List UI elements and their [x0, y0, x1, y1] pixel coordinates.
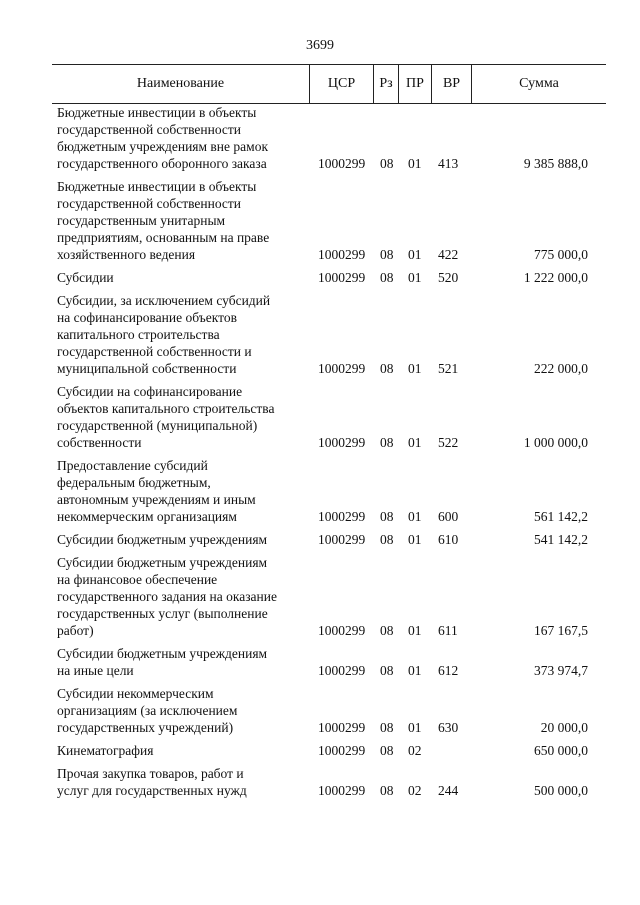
row-csr: 1000299 — [318, 270, 366, 285]
row-name: Субсидии бюджетным учреждениям на финансовое обеспечение государственного задания на оказание государственных услуг (выполнение работ) — [57, 555, 277, 638]
header-rz: Рз — [373, 65, 398, 103]
table-row — [52, 457, 606, 525]
row-csr: 1000299 — [318, 720, 366, 735]
row-sum: 561 142,2 — [534, 509, 588, 524]
table-body — [52, 104, 606, 805]
table-row — [52, 104, 606, 172]
table-row — [52, 178, 606, 263]
row-sum: 541 142,2 — [534, 532, 588, 547]
table-row — [52, 531, 606, 548]
row-rz: 08 — [380, 743, 394, 758]
row-csr: 1000299 — [318, 361, 366, 376]
row-name: Субсидии, за исключением субсидий на софинансирование объектов капитального строительства государственной собственности и муниципальной собственности — [57, 293, 271, 376]
row-rz: 08 — [380, 361, 394, 376]
row-vr: 521 — [438, 361, 459, 376]
table-row — [52, 383, 606, 451]
header-csr: ЦСР — [309, 65, 373, 103]
row-vr: 422 — [438, 247, 459, 262]
row-rz: 08 — [380, 156, 394, 171]
row-pr: 01 — [408, 361, 422, 376]
row-rz: 08 — [380, 532, 394, 547]
row-sum: 9 385 888,0 — [523, 156, 588, 171]
row-csr: 1000299 — [318, 743, 366, 758]
row-csr: 1000299 — [318, 435, 366, 450]
row-pr: 01 — [408, 435, 422, 450]
row-pr: 01 — [408, 663, 422, 678]
row-sum: 1 222 000,0 — [523, 270, 588, 285]
table-row — [52, 765, 606, 799]
row-rz: 08 — [380, 720, 394, 735]
row-sum: 222 000,0 — [534, 361, 588, 376]
row-vr: 612 — [438, 663, 459, 678]
row-csr: 1000299 — [318, 623, 366, 638]
row-rz: 08 — [380, 270, 394, 285]
row-name: Субсидии на софинансирование объектов капитального строительства государственной (муниципальной) собственности — [57, 384, 275, 450]
header-sum: Сумма — [471, 65, 606, 103]
row-sum: 650 000,0 — [534, 743, 588, 758]
row-csr: 1000299 — [318, 783, 366, 798]
table-row — [52, 685, 606, 736]
row-sum: 500 000,0 — [534, 783, 588, 798]
row-sum: 1 000 000,0 — [523, 435, 588, 450]
row-name: Предоставление субсидий федеральным бюджетным, автономным учреждениям и иным некоммерческим организациям — [57, 458, 256, 524]
row-rz: 08 — [380, 783, 394, 798]
table-row — [52, 292, 606, 377]
row-pr: 01 — [408, 247, 422, 262]
row-sum: 20 000,0 — [540, 720, 588, 735]
row-vr: 600 — [438, 509, 459, 524]
row-pr: 02 — [408, 783, 422, 798]
row-csr: 1000299 — [318, 509, 366, 524]
row-name: Прочая закупка товаров, работ и услуг для государственных нужд — [57, 766, 247, 798]
row-rz: 08 — [380, 435, 394, 450]
row-csr: 1000299 — [318, 663, 366, 678]
row-vr: 520 — [438, 270, 459, 285]
row-vr: 413 — [438, 156, 459, 171]
header-pr: ПР — [398, 65, 431, 103]
row-vr: 522 — [438, 435, 459, 450]
table-header — [52, 64, 606, 104]
row-name: Кинематография — [57, 743, 154, 758]
row-name: Субсидии бюджетным учреждениям на иные цели — [57, 646, 268, 678]
header-name: Наименование — [136, 76, 225, 91]
row-pr: 01 — [408, 156, 422, 171]
row-vr: 610 — [438, 532, 459, 547]
row-name: Бюджетные инвестиции в объекты государственной собственности государственным унитарным предприятиям, основанным на праве хозяйственного ведения — [57, 179, 270, 262]
row-pr: 01 — [408, 270, 422, 285]
row-csr: 1000299 — [318, 247, 366, 262]
row-vr: 630 — [438, 720, 459, 735]
row-sum: 373 974,7 — [534, 663, 588, 678]
row-pr: 02 — [408, 743, 422, 758]
row-name: Субсидии бюджетным учреждениям — [57, 532, 268, 547]
row-sum: 775 000,0 — [534, 247, 588, 262]
row-csr: 1000299 — [318, 532, 366, 547]
table-row — [52, 554, 606, 639]
page-number: 3699 — [306, 38, 334, 53]
row-rz: 08 — [380, 247, 394, 262]
row-name: Субсидии — [57, 270, 114, 285]
header-vr: ВР — [431, 65, 471, 103]
row-name: Бюджетные инвестиции в объекты государственной собственности бюджетным учреждениям вне рамок государственного оборонного заказа — [57, 105, 268, 171]
row-sum: 167 167,5 — [534, 623, 588, 638]
row-vr: 611 — [438, 623, 458, 638]
row-csr: 1000299 — [318, 156, 366, 171]
row-pr: 01 — [408, 720, 422, 735]
row-rz: 08 — [380, 663, 394, 678]
table-row — [52, 742, 606, 759]
row-pr: 01 — [408, 623, 422, 638]
table-row — [52, 269, 606, 286]
row-rz: 08 — [380, 509, 394, 524]
row-vr: 244 — [438, 783, 459, 798]
row-name: Субсидии некоммерческим организациям (за исключением государственных учреждений) — [57, 686, 238, 735]
row-rz: 08 — [380, 623, 394, 638]
row-pr: 01 — [408, 509, 422, 524]
table-row — [52, 645, 606, 679]
row-pr: 01 — [408, 532, 422, 547]
